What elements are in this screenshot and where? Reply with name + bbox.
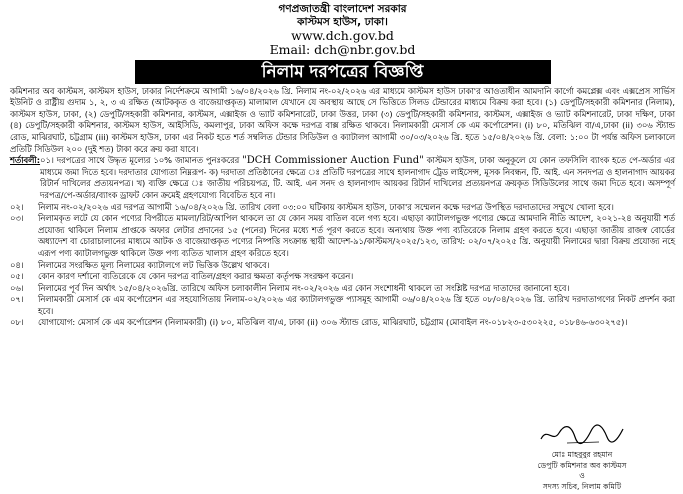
condition-text: কোন কারণ দর্শানো ব্যতিরেকে যে কোন দরপত্র বাতিল/গ্রহণ করার ক্ষমতা কর্তৃপক্ষ সংরক্ষণ করেন। xyxy=(38,271,354,282)
condition-item xyxy=(10,213,675,259)
conditions-list xyxy=(10,155,675,329)
notice-title-banner xyxy=(135,60,551,84)
condition-text: নিলামের সংরক্ষিত মূল্য নিলামের ক্যাটালগে লট ভিত্তিক উল্লেখ থাকবে। xyxy=(38,259,270,270)
letterhead xyxy=(10,4,675,57)
condition-item xyxy=(10,283,675,295)
notice-title: নিলাম দরপত্রের বিজ্ঞপ্তি xyxy=(261,61,424,82)
office-name: কাস্টমস হাউস, ঢাকা। xyxy=(297,15,388,28)
signatory-name: মোঃ মাহবুবুর রহমান xyxy=(551,450,613,460)
condition-text: নিলামকৃত লটে যে কোন পণ্যের বিপরীতে মামলা/রিট/আপিল থাকলে তা যে কোন সময় বাতিল বলে গণ্য হবে। এছাড়া ক্যাটালগভুক্ত পণ্যের ক্ষেত্রে আমদানি নীতি আদেশ, ২০২১-২৪ অনুযায়ী শর্ত প্রযোজ্য থাকিলে নিলাম প্রাপ্তকে অফার লেটার প্রদানের ১৫ (পনের) দিনের মধ্যে শর্ত পূরণ করতে হবে। অন্যথায় উক্ত পণ্য ব্যতিরেকে নিলাম গ্রহণ করতে হবে। এছাড়া জাতীয় রাজস্ব বোর্ডের অধ্যাদেশ বা চোরাচালানের মাধ্যমে আটক ও বাজেয়াপ্তকৃত পণ্যের নিষ্পত্তি সংক্রান্ত স্থায়ী আদেশ-৯১/কাস্টমস/২০২৫/১২৩, তারিখ: ০২/০৭/২০২৫ খ্রি. অনুযায়ী নিলামের দ্বারা বিক্রয় প্রযোজ্য নহে এরূপ পণ্য ক্যাটালগভুক্ত থাকিলে উক্ত পণ্য ব্যতিত খালাস গ্রহণ করিতে হবে। xyxy=(38,213,675,258)
condition-text: কাস্টমস হাউস, ঢাকা অনুকূলে যে কোন তফসিলি ব্যাংক হতে পে-অর্ডার এর মাধ্যমে জমা দিতে হবে। দরদাতার যোগ্যতা নিম্নরূপ- ক) দরদাতা প্রতিষ্ঠানের ক্ষেত্রে ঃ প্রতিটি দরপত্রের সাথে হালনাগাদ ট্রেড লাইসেন্স, মূসক নিবন্ধন, টি. আই. এন সনদপত্র ও হালনাগাদ আয়কর রিটার্ন দাখিলের প্রত্যয়নপত্র। খ) ব্যক্তি ক্ষেত্রে ঃ জাতীয় পরিচয়পত্র, টি. আই. এন সনদ ও হালনাগাদ আয়কর রিটার্ন দাখিলের প্রত্যয়নপত্র ক্রয়কৃত সিডিউলের সাথে জমা দিতে হবে। অসম্পূর্ণ দরপত্র/পে-অর্ডার/ব্যাংক ড্রাফট কোন ক্রমেই গ্রহণযোগ্য বিবেচিত হবে না। xyxy=(40,155,675,200)
signatory-role: সদস্য সচিব, নিলাম কমিটি xyxy=(542,481,622,491)
condition-item xyxy=(10,155,675,201)
condition-number: ০৬। xyxy=(10,282,24,293)
signatory-and: ও xyxy=(579,471,585,481)
condition-item xyxy=(10,260,675,272)
condition-item xyxy=(10,317,675,329)
conditions-heading: শর্তাবলী: xyxy=(10,155,41,166)
condition-item xyxy=(10,202,675,214)
condition-text: দরপত্রের সাথে উদ্ধৃত মূল্যের ১০% জামানত পুনঃকরের xyxy=(56,155,243,166)
condition-number: ০৩। xyxy=(10,213,24,224)
fund-name: "DCH Commissioner Auction Fund" xyxy=(242,155,424,167)
email-link[interactable]: Email: dch@nbr.gov.bd xyxy=(269,41,416,57)
condition-number: ০৭। xyxy=(10,294,24,305)
condition-number: ০৪। xyxy=(10,259,24,270)
government-name: গণপ্রজাতন্ত্রী বাংলাদেশ সরকার xyxy=(278,3,407,15)
handwritten-signature xyxy=(537,421,627,447)
intro-paragraph: কমিশনার অব কাস্টমস, কাস্টমস হাউস, ঢাকার নির্দেশক্রমে আগামী ১৬/০৪/২০২৬ খ্রি. নিলাম নং-০২/২০২৬ এর মাধ্যমে কাস্টমস হাউস ঢাকা'র আওতাধীন আমদানি কার্গো কমপ্লেক্স এবং এক্সপ্রেস সার্ভিস ইউনিট ও রাষ্ট্রীয় গুদাম ১, ২, ৩ এ রক্ষিত (আটককৃত ও বাজেয়াপ্তকৃত) মালামাল যেখানে যে অবস্থায় আছে সে ভিত্তিতে সিলড টেন্ডারের মাধ্যমে বিক্রয় করা হবে। (১) ডেপুটি/সহকারী কমিশনার (নিলাম), কাস্টমস হাউস, ঢাকা, (২) ডেপুটি/সহকারী কমিশনার, কাস্টমস, এক্সাইজ ও ভ্যাট কমিশনারেট, ঢাকা উত্তর, ঢাকা (৩) ডেপুটি/সহকারী কমিশনার, কাস্টমস, এক্সাইজ ও ভ্যাট কমিশনারেট, ঢাকা দক্ষিণ, ঢাকা (৪) ডেপুটি/সহকারী কমিশনার, কাস্টমস হাউস, আইসিডি, কমলাপুর, ঢাকা অফিস কক্ষে দরপত্র বাক্স রক্ষিত থাকবে। নিলামকারী মেসার্স কে এম কর্পোরেশন। (i) ৮০, মতিঝিল বা/এ,ঢাকা (ii) ৩০৬ স্ট্যান্ড রোড, মাঝিরঘাট, চট্টগ্রাম (iii) কাস্টমস হাউস, ঢাকা এর নিকট হতে শর্ত সম্বলিত টেন্ডার সিডিউল ও ক্যাটালগ আগামী ৩০/০৩/২০২৬ খ্রি. হতে ১৫/০৪/২০২৬ খ্রি. বেলা: ১:০০ টা পর্যন্ত অফিস চলাকালে প্রতিটি সিডিউল ২০০ (দুই শত) টাকা করে ক্রয় করা যাবে। xyxy=(10,85,675,154)
condition-number: ০৮। xyxy=(10,317,24,328)
condition-text: নিলামকারী মেসার্স কে এম কর্পোরেশন এর সহযোগিতায় নিলাম-০২/২০২৬ এর ক্যাটালগভুক্ত প্যাসমূহ আগামী ০৬/০৪/২০২৬ খ্রি হতে ০৮/০৪/২০২৬ খ্রি. তারিখ দরদাতাগণের নিকট প্রদর্শন করা হবে। xyxy=(38,294,675,316)
condition-number: ০১। xyxy=(40,155,54,166)
condition-item xyxy=(10,271,675,283)
condition-number: ০২। xyxy=(10,201,24,212)
condition-text: যোগাযোগ: মেসার্স কে এম কর্পোরেশন (নিলামকারী) (i) ৮০, মতিঝিল বা/এ, ঢাকা (ii) ৩০৬ স্ট্যান্ড রোড, মাঝিরঘাট, চট্টগ্রাম (মোবাইল নং-০১৮২৩-৫৩০২২৫, ০১৮৪৬-৬৩০২৭৫)। xyxy=(38,317,628,328)
condition-text: নিলাম নং-০২/২০২৬ এর দরপত্র আগামী ১৬/০৪/২০২৬ খ্রি. তারিখ বেলা ০৩:০০ ঘটিকায় কাস্টমস হাউস, ঢাকা'র সম্মেলন কক্ষে দরপত্র উপস্থিত দরদাতাদের সম্মুখে খোলা হবে। xyxy=(38,201,614,212)
condition-text: নিলামের পূর্ব দিন অর্থাৎ ১৫/০৪/২০২৬খ্রি. তারিখে অফিস চলাকালীন নিলাম নং-০২/২০২৬ এর কোন সংশোধনী থাকলে তা সংশ্লিষ্ট দরপত্র দাতাদের জানানো হবে। xyxy=(38,282,570,293)
signature-block xyxy=(537,421,627,492)
website-link[interactable]: www.dch.gov.bd xyxy=(291,28,394,44)
condition-item xyxy=(10,294,675,317)
signatory-designation: ডেপুটি কমিশনার অব কাস্টমস xyxy=(537,460,627,470)
condition-number: ০৫। xyxy=(10,271,24,282)
